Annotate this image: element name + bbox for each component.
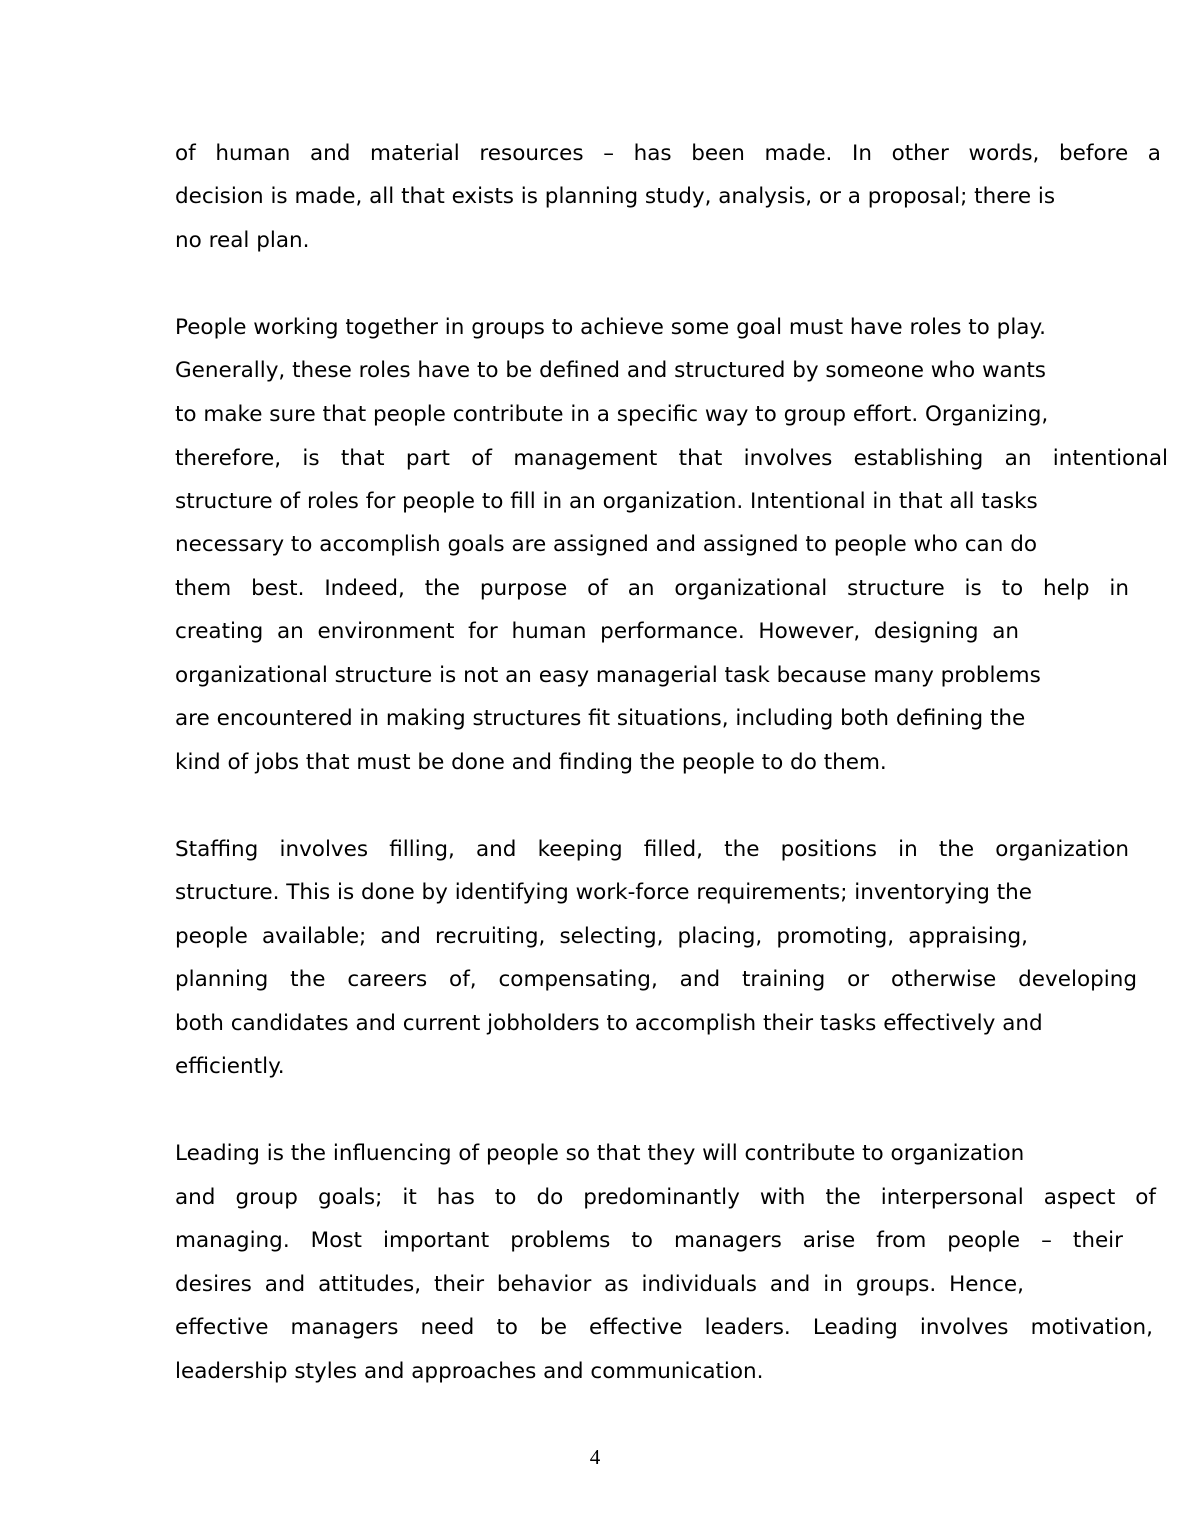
text-line: managing. Most important problems to managers arise from people – their bbox=[175, 1228, 1123, 1253]
text-line: decision is made, all that exists is planning study, analysis, or a proposal; there is bbox=[175, 184, 1056, 209]
text-line: therefore, is that part of management that involves establishing an intentional bbox=[175, 446, 1168, 471]
text-line: organizational structure is not an easy managerial task because many problems bbox=[175, 663, 1041, 688]
text-line: People working together in groups to achieve some goal must have roles to play. bbox=[175, 315, 1046, 340]
text-line: of human and material resources – has been made. In other words, before a bbox=[175, 141, 1161, 166]
text-line: and group goals; it has to do predominantly with the interpersonal aspect of bbox=[175, 1185, 1156, 1210]
page-number: 4 bbox=[589, 1445, 601, 1469]
text-line: are encountered in making structures fit situations, including both defining the bbox=[175, 706, 1026, 731]
text-line: efficiently. bbox=[175, 1054, 285, 1079]
text-line: Leading is the influencing of people so that they will contribute to organization bbox=[175, 1141, 1025, 1166]
text-line: people available; and recruiting, selecting, placing, promoting, appraising, bbox=[175, 924, 1028, 949]
text-line: Generally, these roles have to be defined and structured by someone who wants bbox=[175, 358, 1046, 383]
text-line: kind of jobs that must be done and finding the people to do them. bbox=[175, 750, 887, 775]
text-line: effective managers need to be effective leaders. Leading involves motivation, bbox=[175, 1315, 1153, 1340]
text-line: them best. Indeed, the purpose of an organizational structure is to help in bbox=[175, 576, 1129, 601]
text-line: structure of roles for people to fill in an organization. Intentional in that all tasks bbox=[175, 489, 1038, 514]
text-line: leadership styles and approaches and communication. bbox=[175, 1359, 764, 1384]
text-line: desires and attitudes, their behavior as individuals and in groups. Hence, bbox=[175, 1272, 1024, 1297]
text-line: no real plan. bbox=[175, 228, 310, 253]
text-line: structure. This is done by identifying work-force requirements; inventorying the bbox=[175, 880, 1032, 905]
text-line: both candidates and current jobholders to accomplish their tasks effectively and bbox=[175, 1011, 1043, 1036]
text-line: planning the careers of, compensating, and training or otherwise developing bbox=[175, 967, 1137, 992]
text-line: to make sure that people contribute in a specific way to group effort. Organizing, bbox=[175, 402, 1049, 427]
text-line: Staffing involves filling, and keeping filled, the positions in the organization bbox=[175, 837, 1129, 862]
text-line: necessary to accomplish goals are assigned and assigned to people who can do bbox=[175, 532, 1037, 557]
text-line: creating an environment for human performance. However, designing an bbox=[175, 619, 1019, 644]
